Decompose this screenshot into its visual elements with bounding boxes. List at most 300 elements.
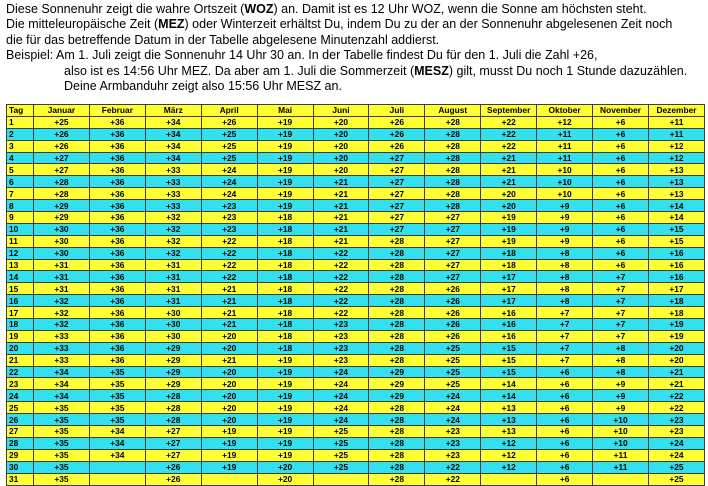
minutes-cell: +30 (34, 223, 90, 235)
minutes-cell: +19 (257, 437, 313, 449)
minutes-cell: +33 (34, 354, 90, 366)
column-header: Oktober (537, 105, 593, 117)
minutes-cell: +28 (425, 116, 481, 128)
minutes-cell: +19 (257, 402, 313, 414)
minutes-cell: +19 (257, 116, 313, 128)
minutes-cell: +28 (425, 164, 481, 176)
minutes-cell: +27 (34, 152, 90, 164)
minutes-cell: +27 (425, 212, 481, 224)
minutes-cell: +26 (425, 295, 481, 307)
minutes-cell: +7 (593, 295, 649, 307)
minutes-cell: +6 (537, 426, 593, 438)
table-row (7, 235, 705, 247)
minutes-cell: +25 (201, 140, 257, 152)
minutes-cell: +6 (593, 152, 649, 164)
minutes-cell: +23 (201, 212, 257, 224)
minutes-cell: +21 (481, 152, 537, 164)
minutes-cell: +7 (593, 283, 649, 295)
minutes-cell: +19 (201, 426, 257, 438)
minutes-cell: +8 (593, 342, 649, 354)
minutes-cell: +28 (369, 295, 425, 307)
intro-line-3: die für das betreffende Datum in der Tabelle abgelesene Minutenzahl addierst. (6, 32, 440, 47)
minutes-cell: +25 (648, 461, 704, 473)
minutes-cell: +16 (648, 247, 704, 259)
day-cell: 20 (7, 342, 34, 354)
minutes-cell: +8 (537, 283, 593, 295)
day-cell: 21 (7, 354, 34, 366)
minutes-cell: +30 (145, 330, 201, 342)
table-row (7, 461, 705, 473)
table-header-row (7, 105, 705, 117)
minutes-cell: +20 (313, 164, 369, 176)
minutes-cell: +24 (648, 449, 704, 461)
minutes-cell: +31 (34, 271, 90, 283)
minutes-cell: +19 (481, 223, 537, 235)
minutes-cell: +30 (145, 307, 201, 319)
minutes-cell: +24 (313, 402, 369, 414)
minutes-cell: +6 (593, 164, 649, 176)
minutes-cell: +7 (593, 330, 649, 342)
minutes-cell: +36 (89, 223, 145, 235)
day-cell: 27 (7, 426, 34, 438)
column-header: März (145, 105, 201, 117)
minutes-cell: +22 (425, 461, 481, 473)
minutes-cell: +36 (89, 283, 145, 295)
minutes-cell: +10 (593, 414, 649, 426)
minutes-cell: +13 (648, 188, 704, 200)
minutes-cell: +21 (313, 188, 369, 200)
minutes-cell: +34 (145, 152, 201, 164)
minutes-cell: +19 (257, 176, 313, 188)
minutes-cell: +12 (481, 461, 537, 473)
minutes-cell: +8 (537, 295, 593, 307)
minutes-cell: +26 (369, 128, 425, 140)
minutes-cell: +11 (648, 128, 704, 140)
minutes-cell: +36 (89, 330, 145, 342)
minutes-cell: +19 (201, 461, 257, 473)
minutes-cell: +27 (425, 235, 481, 247)
minutes-cell: +10 (537, 188, 593, 200)
minutes-cell: +19 (201, 437, 257, 449)
minutes-cell: +7 (537, 307, 593, 319)
minutes-cell: +6 (593, 247, 649, 259)
minutes-cell: +12 (481, 449, 537, 461)
minutes-cell: +19 (257, 390, 313, 402)
minutes-cell: +9 (593, 402, 649, 414)
minutes-cell: +28 (145, 402, 201, 414)
table-row (7, 116, 705, 128)
day-cell: 16 (7, 295, 34, 307)
minutes-cell: +15 (481, 342, 537, 354)
minutes-cell: +35 (89, 414, 145, 426)
minutes-cell: +25 (313, 437, 369, 449)
minutes-cell: +34 (89, 437, 145, 449)
text-segment: Die mitteleuropäische Zeit ( (6, 17, 159, 32)
minutes-cell: +22 (201, 259, 257, 271)
column-header: November (593, 105, 649, 117)
minutes-cell: +14 (648, 200, 704, 212)
minutes-cell: +33 (34, 330, 90, 342)
example-line-1: Beispiel: Am 1. Juli zeigt die Sonnenuhr 14 Uhr 30 an. In der Tabelle findest Du für den 1. Juli die Zahl +26, (6, 48, 598, 63)
minutes-cell: +18 (257, 330, 313, 342)
minutes-cell: +20 (313, 116, 369, 128)
minutes-cell: +25 (313, 426, 369, 438)
minutes-cell: +35 (34, 461, 90, 473)
text-segment: ) an. Damit ist es 12 Uhr WOZ, wenn die Sonne am höchsten steht. (273, 2, 647, 16)
minutes-cell: +26 (201, 116, 257, 128)
minutes-cell: +28 (425, 176, 481, 188)
minutes-cell: +34 (89, 449, 145, 461)
day-cell: 12 (7, 247, 34, 259)
minutes-cell: +31 (145, 283, 201, 295)
minutes-cell: +21 (313, 200, 369, 212)
table-row (7, 342, 705, 354)
day-cell: 1 (7, 116, 34, 128)
minutes-cell: +6 (537, 449, 593, 461)
minutes-cell: +15 (648, 223, 704, 235)
minutes-cell: +7 (537, 330, 593, 342)
minutes-cell: +16 (481, 330, 537, 342)
minutes-cell: +28 (369, 437, 425, 449)
minutes-cell: +34 (145, 140, 201, 152)
minutes-cell: +19 (257, 426, 313, 438)
minutes-cell: +26 (34, 140, 90, 152)
minutes-cell: +25 (34, 116, 90, 128)
minutes-cell: +13 (481, 402, 537, 414)
minutes-cell: +6 (593, 212, 649, 224)
minutes-cell: +6 (593, 200, 649, 212)
day-cell: 18 (7, 319, 34, 331)
minutes-cell: +16 (481, 319, 537, 331)
minutes-cell: +8 (593, 366, 649, 378)
minutes-cell: +28 (425, 140, 481, 152)
minutes-cell: +6 (593, 188, 649, 200)
minutes-cell: +28 (34, 176, 90, 188)
table-row (7, 128, 705, 140)
minutes-cell: +6 (537, 366, 593, 378)
minutes-cell: +26 (425, 283, 481, 295)
minutes-cell: +35 (34, 449, 90, 461)
minutes-cell: +22 (201, 247, 257, 259)
explanation-text (6, 2, 706, 94)
minutes-cell: +19 (257, 366, 313, 378)
minutes-cell: +28 (369, 307, 425, 319)
minutes-cell: +36 (89, 307, 145, 319)
table-row (7, 330, 705, 342)
minutes-cell: +24 (425, 402, 481, 414)
minutes-cell: +20 (257, 473, 313, 485)
minutes-cell: +28 (369, 247, 425, 259)
minutes-cell: +25 (201, 128, 257, 140)
minutes-cell: +28 (369, 271, 425, 283)
minutes-cell: +36 (89, 319, 145, 331)
minutes-cell: +21 (201, 283, 257, 295)
table-row (7, 283, 705, 295)
minutes-cell: +19 (481, 235, 537, 247)
column-header: Dezember (648, 105, 704, 117)
table-row (7, 223, 705, 235)
minutes-cell: +36 (89, 271, 145, 283)
minutes-cell: +31 (34, 283, 90, 295)
minutes-cell (313, 473, 369, 485)
minutes-cell: +10 (593, 426, 649, 438)
minutes-cell (481, 473, 537, 485)
table-row (7, 402, 705, 414)
minutes-cell: +26 (145, 461, 201, 473)
column-header: Mai (257, 105, 313, 117)
minutes-cell: +23 (201, 200, 257, 212)
table-row (7, 188, 705, 200)
minutes-cell: +12 (481, 437, 537, 449)
minutes-cell: +27 (425, 259, 481, 271)
minutes-cell: +36 (89, 295, 145, 307)
table-row (7, 378, 705, 390)
table-row (7, 473, 705, 485)
minutes-cell: +29 (369, 378, 425, 390)
minutes-cell: +19 (257, 188, 313, 200)
minutes-cell: +6 (537, 414, 593, 426)
text-segment: also ist es 14:56 Uhr MEZ. Da aber am 1. Juli die Sommerzeit ( (64, 63, 415, 78)
minutes-cell: +25 (425, 366, 481, 378)
minutes-cell: +20 (201, 414, 257, 426)
minutes-cell: +35 (89, 390, 145, 402)
minutes-cell: +26 (369, 140, 425, 152)
minutes-cell: +20 (481, 200, 537, 212)
mez-term: MEZ (158, 17, 185, 32)
minutes-cell: +16 (648, 259, 704, 271)
minutes-cell: +31 (145, 295, 201, 307)
minutes-cell: +27 (145, 449, 201, 461)
minutes-cell: +28 (369, 426, 425, 438)
day-cell: 8 (7, 200, 34, 212)
minutes-cell: +11 (648, 116, 704, 128)
minutes-cell: +22 (201, 235, 257, 247)
day-cell: 22 (7, 366, 34, 378)
minutes-cell: +22 (481, 140, 537, 152)
minutes-cell: +14 (481, 390, 537, 402)
minutes-cell: +34 (34, 366, 90, 378)
minutes-cell: +21 (313, 212, 369, 224)
minutes-cell: +17 (481, 295, 537, 307)
minutes-cell: +19 (648, 330, 704, 342)
minutes-cell: +34 (34, 390, 90, 402)
minutes-cell: +6 (537, 461, 593, 473)
minutes-cell: +24 (313, 390, 369, 402)
minutes-cell: +30 (34, 247, 90, 259)
minutes-cell: +28 (425, 152, 481, 164)
minutes-cell: +17 (648, 283, 704, 295)
day-cell: 19 (7, 330, 34, 342)
minutes-cell: +28 (369, 414, 425, 426)
column-header: September (481, 105, 537, 117)
day-cell: 9 (7, 212, 34, 224)
day-cell: 26 (7, 414, 34, 426)
table-row (7, 390, 705, 402)
minutes-cell: +26 (34, 128, 90, 140)
day-cell: 28 (7, 437, 34, 449)
table-row (7, 176, 705, 188)
minutes-cell: +21 (201, 307, 257, 319)
minutes-cell: +12 (537, 116, 593, 128)
minutes-cell: +27 (369, 223, 425, 235)
minutes-cell: +32 (34, 307, 90, 319)
minutes-cell: +22 (648, 390, 704, 402)
minutes-cell: +10 (593, 437, 649, 449)
minutes-cell: +28 (145, 414, 201, 426)
minutes-cell: +25 (425, 354, 481, 366)
minutes-cell: +26 (425, 319, 481, 331)
mesz-term: MESZ (414, 63, 449, 78)
minutes-cell: +6 (593, 223, 649, 235)
minutes-cell: +19 (648, 319, 704, 331)
minutes-cell: +36 (89, 354, 145, 366)
table-row (7, 164, 705, 176)
day-cell: 23 (7, 378, 34, 390)
minutes-cell: +20 (313, 152, 369, 164)
minutes-cell: +8 (537, 247, 593, 259)
minutes-cell: +10 (537, 176, 593, 188)
minutes-cell: +9 (537, 235, 593, 247)
minutes-cell: +29 (145, 354, 201, 366)
minutes-cell: +16 (481, 307, 537, 319)
minutes-cell: +27 (369, 176, 425, 188)
minutes-cell: +36 (89, 200, 145, 212)
minutes-cell: +7 (537, 354, 593, 366)
minutes-cell: +6 (537, 402, 593, 414)
minutes-cell: +23 (648, 414, 704, 426)
table-row (7, 152, 705, 164)
minutes-cell: +11 (537, 152, 593, 164)
minutes-cell: +6 (537, 473, 593, 485)
minutes-cell: +27 (145, 437, 201, 449)
minutes-cell: +13 (481, 426, 537, 438)
table-row (7, 212, 705, 224)
minutes-cell: +30 (145, 319, 201, 331)
minutes-cell: +9 (593, 390, 649, 402)
minutes-cell: +24 (201, 164, 257, 176)
minutes-cell: +23 (425, 449, 481, 461)
minutes-cell: +23 (425, 426, 481, 438)
minutes-cell: +20 (648, 342, 704, 354)
day-cell: 30 (7, 461, 34, 473)
minutes-cell: +27 (34, 164, 90, 176)
minutes-cell: +18 (257, 212, 313, 224)
minutes-cell: +21 (481, 176, 537, 188)
minutes-cell: +28 (369, 473, 425, 485)
minutes-cell: +27 (425, 223, 481, 235)
minutes-cell: +22 (481, 128, 537, 140)
day-cell: 24 (7, 390, 34, 402)
minutes-cell: +27 (145, 426, 201, 438)
minutes-cell: +20 (201, 330, 257, 342)
minutes-cell: +6 (537, 390, 593, 402)
minutes-cell: +26 (425, 307, 481, 319)
minutes-cell: +27 (425, 247, 481, 259)
day-cell: 11 (7, 235, 34, 247)
minutes-cell: +20 (313, 128, 369, 140)
minutes-cell: +22 (313, 247, 369, 259)
table-row (7, 200, 705, 212)
minutes-cell: +24 (201, 176, 257, 188)
minutes-cell: +25 (313, 449, 369, 461)
minutes-cell: +6 (537, 437, 593, 449)
minutes-cell: +20 (201, 402, 257, 414)
minutes-cell: +24 (425, 414, 481, 426)
table-row (7, 426, 705, 438)
minutes-cell: +34 (34, 378, 90, 390)
minutes-cell: +23 (313, 354, 369, 366)
minutes-cell: +19 (201, 449, 257, 461)
minutes-cell: +6 (537, 378, 593, 390)
table-body (7, 116, 705, 485)
minutes-cell: +29 (34, 200, 90, 212)
minutes-cell: +25 (201, 152, 257, 164)
minutes-cell: +21 (313, 176, 369, 188)
minutes-cell: +19 (257, 449, 313, 461)
minutes-cell: +21 (201, 319, 257, 331)
minutes-cell (89, 461, 145, 473)
minutes-cell: +22 (313, 271, 369, 283)
day-cell: 5 (7, 164, 34, 176)
day-cell: 14 (7, 271, 34, 283)
minutes-cell: +18 (257, 319, 313, 331)
minutes-cell: +28 (369, 319, 425, 331)
minutes-cell: +19 (257, 414, 313, 426)
minutes-cell: +24 (648, 437, 704, 449)
minutes-cell: +21 (201, 354, 257, 366)
minutes-cell: +19 (257, 200, 313, 212)
minutes-cell: +28 (425, 188, 481, 200)
minutes-cell: +27 (425, 271, 481, 283)
intro-line-1 (6, 2, 706, 17)
text-segment: Diese Sonnenuhr zeigt die wahre Ortszeit ( (6, 2, 245, 16)
minutes-cell: +11 (537, 140, 593, 152)
minutes-cell: +22 (313, 259, 369, 271)
minutes-cell: +26 (425, 330, 481, 342)
minutes-cell: +22 (425, 473, 481, 485)
minutes-cell: +18 (648, 295, 704, 307)
minutes-cell: +28 (369, 342, 425, 354)
minutes-cell: +22 (648, 402, 704, 414)
minutes-cell: +31 (145, 271, 201, 283)
minutes-cell: +34 (145, 128, 201, 140)
minutes-cell: +18 (481, 259, 537, 271)
table-row (7, 319, 705, 331)
minutes-cell: +15 (481, 366, 537, 378)
text-segment: ) oder Winterzeit erhältst Du, indem Du zu der an der Sonnenuhr abgelesenen Zeit noch (184, 17, 673, 32)
minutes-cell: +18 (257, 223, 313, 235)
table-row (7, 449, 705, 461)
minutes-cell: +18 (257, 295, 313, 307)
table-row (7, 366, 705, 378)
minutes-cell: +19 (257, 128, 313, 140)
minutes-cell: +9 (537, 223, 593, 235)
minutes-cell: +13 (481, 414, 537, 426)
minutes-cell: +29 (369, 366, 425, 378)
minutes-cell: +27 (369, 212, 425, 224)
day-cell: 15 (7, 283, 34, 295)
minutes-cell: +20 (201, 378, 257, 390)
minutes-cell: +31 (34, 259, 90, 271)
example-line-3: Deine Armbanduhr zeigt also 15:56 Uhr MESZ an. (64, 79, 342, 94)
minutes-cell: +22 (313, 283, 369, 295)
column-header: August (425, 105, 481, 117)
table-row (7, 437, 705, 449)
minutes-cell: +9 (593, 378, 649, 390)
column-header: Februar (89, 105, 145, 117)
minutes-cell: +10 (537, 164, 593, 176)
minutes-cell: +27 (369, 164, 425, 176)
